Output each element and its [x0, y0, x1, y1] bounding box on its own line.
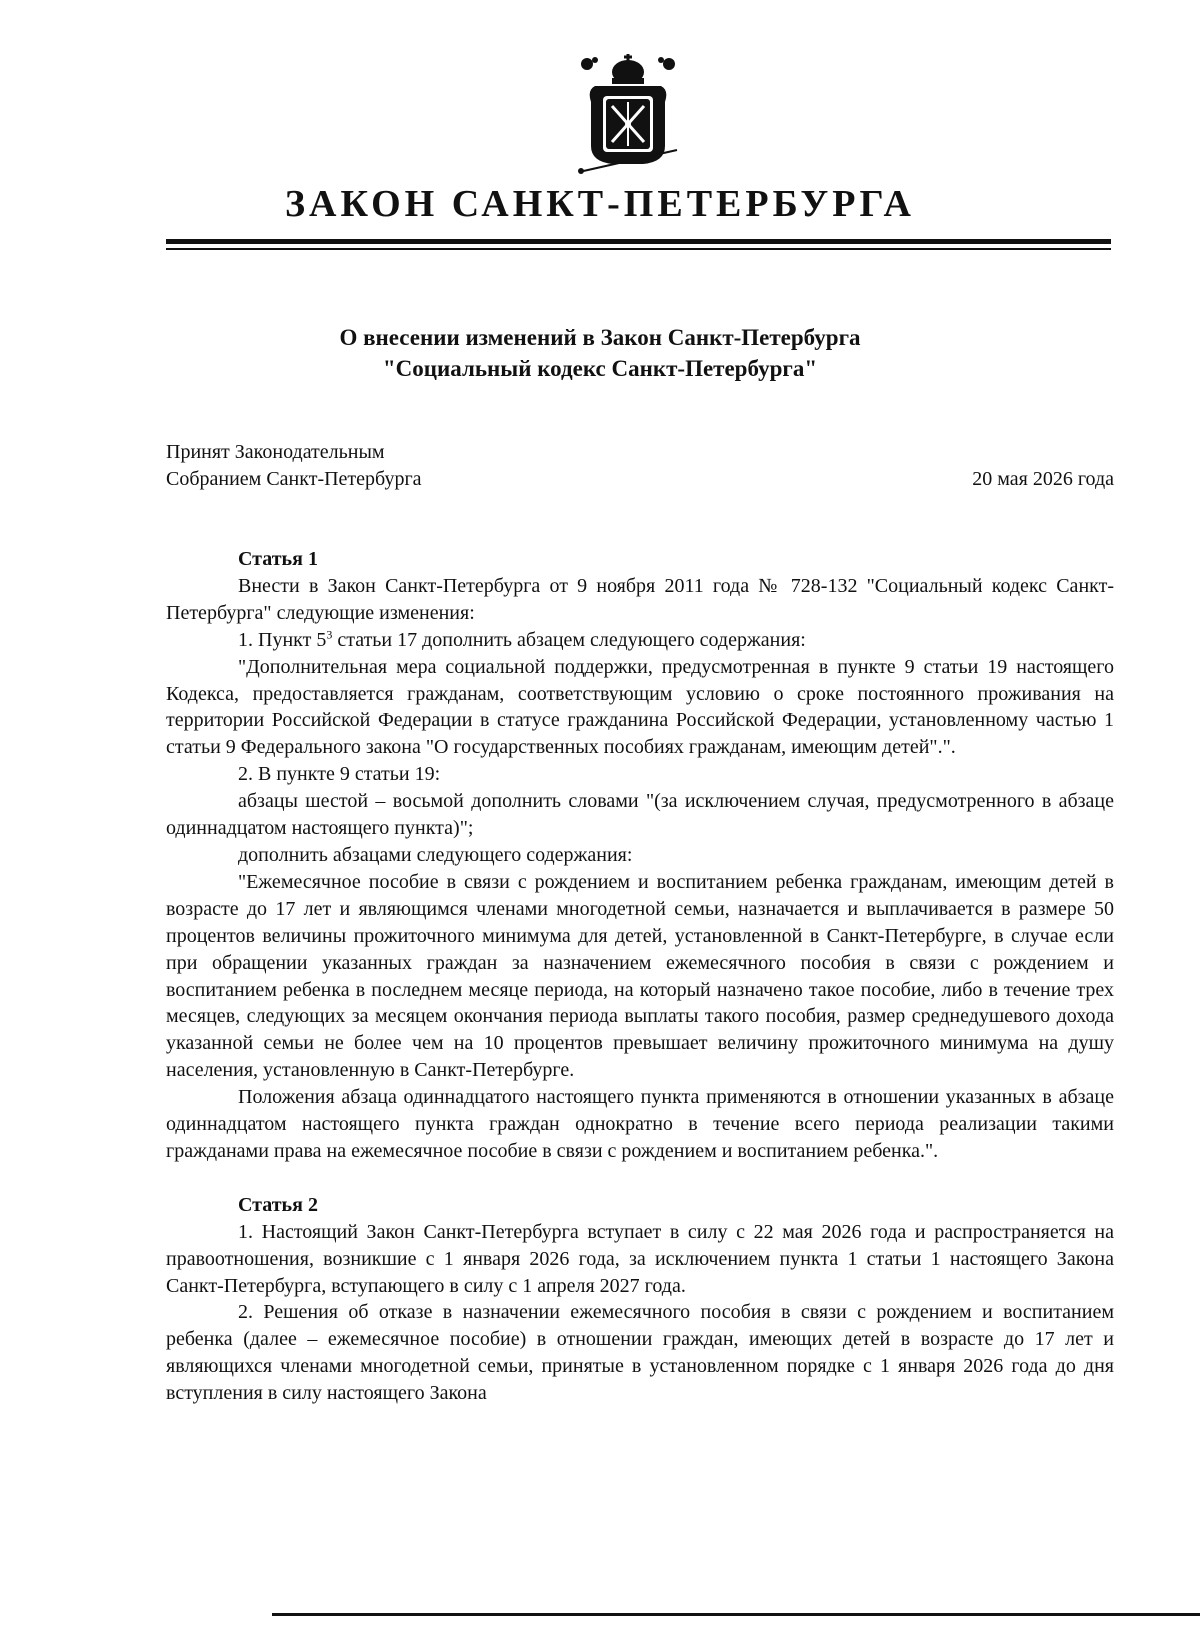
article-1-item-1-prefix: 1. Пункт 5	[238, 628, 327, 651]
page-bottom-edge-line	[272, 1613, 1200, 1616]
article-1-paragraph: Внести в Закон Санкт-Петербурга от 9 ноября 2011 года № 728-132 "Социальный кодекс Санкт-Петербурга" следующие изменения:	[166, 574, 1114, 624]
adoption-line-2: Собранием Санкт-Петербурга	[166, 468, 422, 490]
article-1-paragraph: Положения абзаца одиннадцатого настоящего пункта применяются в отношении указанных в абзаце одиннадцатом настоящего пункта граждан однократно в течение всего периода реализации такими гражданами права на ежемесячное пособие в связи с рождением и воспитанием ребенка.".	[166, 1086, 1114, 1162]
coat-of-arms-icon	[573, 50, 683, 175]
adoption-date: 20 мая 2026 года	[972, 468, 1114, 490]
article-2-paragraph: 1. Настоящий Закон Санкт-Петербурга вступает в силу с 22 мая 2026 года и распространяется на правоотношения, возникшие с 1 января 2026 года, за исключением пункта 1 статьи 1 настоящего Закона Санкт-Петербурга, вступающего в силу с 1 апреля 2027 года.	[166, 1220, 1114, 1297]
article-2-heading: Статья 2	[238, 1193, 318, 1216]
article-1-paragraph: абзацы шестой – восьмой дополнить словами "(за исключением случая, предусмотренного в абзаце одиннадцатом настоящего пункта)";	[166, 790, 1114, 840]
article-1-paragraph: дополнить абзацами следующего содержания:	[238, 843, 633, 866]
article-1-paragraph: 2. В пункте 9 статьи 19:	[238, 763, 441, 786]
document-subtitle	[0, 322, 1200, 384]
title-divider-thick	[166, 239, 1111, 244]
article-1-paragraph: "Ежемесячное пособие в связи с рождением и воспитанием ребенка гражданам, имеющим детей в возрасте до 17 лет и являющимся членами многодетной семьи, назначается и выплачивается в размере 50 процентов величины прожиточного минимума для детей, установленной в Санкт-Петербурге, в случае если при обращении указанных граждан за назначением ежемесячного пособия в связи с рождением и воспитанием ребенка в последнем месяце периода, на который назначено такое пособие, либо в течение трех месяцев, следующих за месяцем окончания периода выплаты такого пособия, размер среднедушевого дохода указанной семьи не более чем на 10 процентов превышает величину прожиточного минимума на душу населения, установленную в Санкт-Петербурге.	[166, 870, 1114, 1082]
article-1-item-1-suffix: статьи 17 дополнить абзацем следующего содержания:	[332, 628, 806, 651]
adoption-line-1: Принят Законодательным	[166, 441, 385, 463]
superscript: 3	[326, 627, 333, 642]
adoption-info	[166, 439, 422, 493]
article-1-paragraph: "Дополнительная мера социальной поддержки, предусмотренная в пункте 9 статьи 19 настоящего Кодекса, предоставляется гражданам, соответствующим условию о сроке постоянного проживания на территории Российской Федерации в статусе гражданина Российской Федерации, установленному частью 1 статьи 9 Федерального закона "О государственных пособиях гражданам, имеющим детей".".	[166, 655, 1114, 759]
document-body	[166, 546, 1114, 1407]
article-1-heading: Статья 1	[238, 548, 318, 570]
subtitle-line-1: О внесении изменений в Закон Санкт-Петербурга	[339, 325, 861, 350]
article-1-paragraph	[166, 627, 1114, 654]
subtitle-line-2: "Социальный кодекс Санкт-Петербурга"	[382, 356, 818, 381]
title-divider-thin	[166, 248, 1111, 250]
law-title: ЗАКОН САНКТ-ПЕТЕРБУРГА	[284, 183, 915, 225]
article-2-paragraph: 2. Решения об отказе в назначении ежемесячного пособия в связи с рождением и воспитанием ребенка (далее – ежемесячное пособие) в отношении граждан, имеющих детей в возрасте до 17 лет и являющихся членами многодетной семьи, принятые в установленном порядке с 1 января 2026 года до дня вступления в силу настоящего Закона	[166, 1301, 1114, 1405]
